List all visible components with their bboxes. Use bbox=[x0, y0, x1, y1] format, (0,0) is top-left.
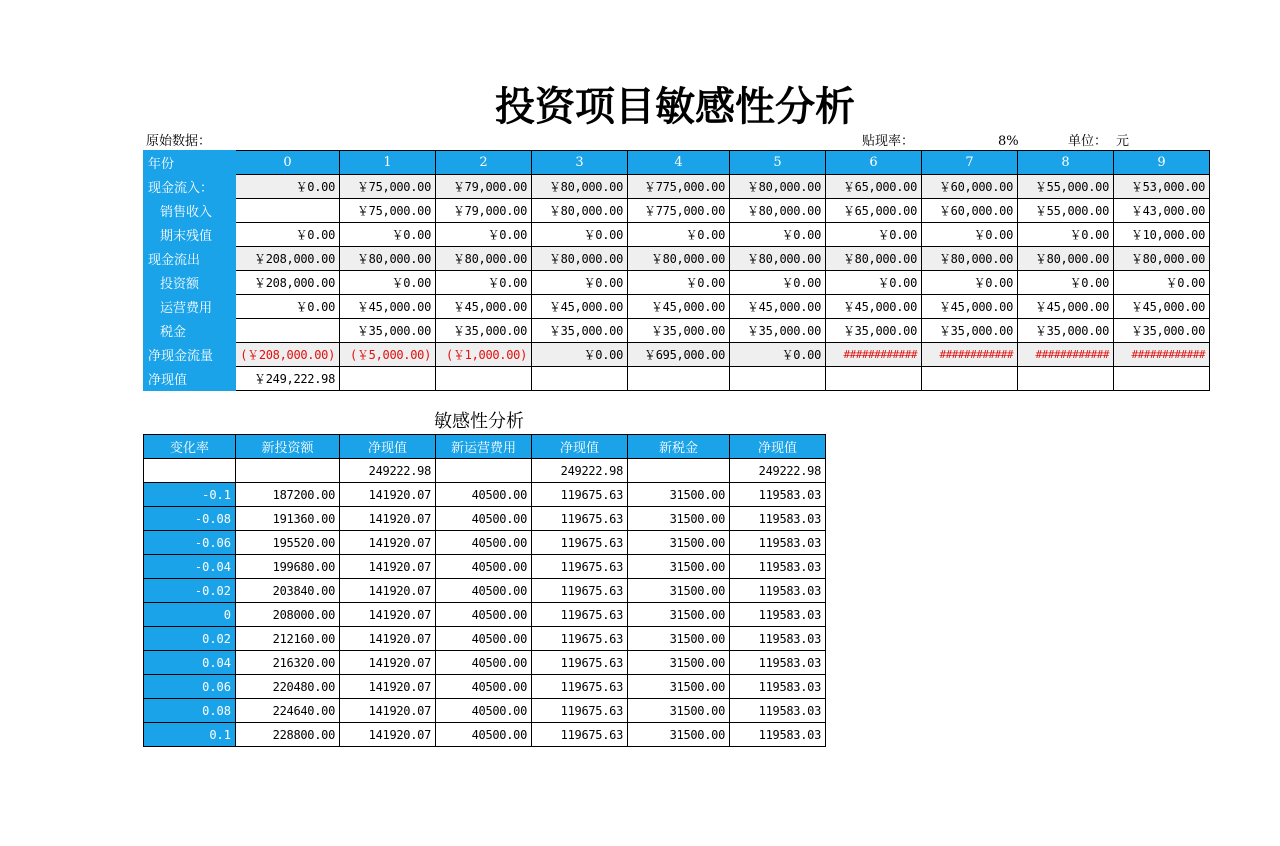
value-cell[interactable]: ￥10,000.00 bbox=[1114, 223, 1210, 247]
value-cell[interactable]: 119583.03 bbox=[730, 651, 826, 675]
value-cell[interactable]: 31500.00 bbox=[628, 555, 730, 579]
change-rate-cell[interactable]: -0.04 bbox=[144, 555, 236, 579]
value-cell[interactable]: 40500.00 bbox=[436, 675, 532, 699]
value-cell[interactable]: ￥208,000.00 bbox=[236, 271, 340, 295]
table-row bbox=[144, 223, 1210, 247]
value-cell[interactable]: 208000.00 bbox=[236, 603, 340, 627]
value-cell[interactable]: ￥79,000.00 bbox=[436, 199, 532, 223]
change-rate-cell[interactable]: 0.06 bbox=[144, 675, 236, 699]
value-cell[interactable] bbox=[826, 367, 922, 391]
table-row bbox=[144, 699, 826, 723]
value-cell[interactable]: ￥80,000.00 bbox=[1018, 247, 1114, 271]
year-cell: 1 bbox=[340, 151, 436, 175]
value-cell[interactable]: 141920.07 bbox=[340, 627, 436, 651]
change-rate-cell[interactable]: 0.08 bbox=[144, 699, 236, 723]
value-cell[interactable]: ￥75,000.00 bbox=[340, 199, 436, 223]
value-cell[interactable]: 119675.63 bbox=[532, 627, 628, 651]
value-cell[interactable]: ￥45,000.00 bbox=[340, 295, 436, 319]
value-cell[interactable] bbox=[236, 199, 340, 223]
value-cell[interactable]: 119675.63 bbox=[532, 651, 628, 675]
row-label: 运营费用 bbox=[144, 295, 236, 319]
year-cell: 9 bbox=[1114, 151, 1210, 175]
table-row bbox=[144, 555, 826, 579]
value-cell[interactable]: ￥80,000.00 bbox=[730, 199, 826, 223]
table-row bbox=[144, 531, 826, 555]
value-cell[interactable]: ￥60,000.00 bbox=[922, 199, 1018, 223]
year-header-row bbox=[144, 151, 1210, 175]
value-cell[interactable]: 249222.98 bbox=[730, 459, 826, 483]
value-cell[interactable]: ￥0.00 bbox=[1018, 223, 1114, 247]
value-cell[interactable]: 141920.07 bbox=[340, 531, 436, 555]
value-cell[interactable]: ￥80,000.00 bbox=[532, 175, 628, 199]
sensitivity-table bbox=[143, 434, 826, 747]
value-cell[interactable]: 119583.03 bbox=[730, 531, 826, 555]
value-cell[interactable]: ￥35,000.00 bbox=[1114, 319, 1210, 343]
row-label: 现金流入： bbox=[144, 175, 236, 199]
value-cell[interactable]: 203840.00 bbox=[236, 579, 340, 603]
table-row bbox=[144, 507, 826, 531]
year-cell: 8 bbox=[1018, 151, 1114, 175]
value-cell[interactable]: 40500.00 bbox=[436, 531, 532, 555]
value-cell[interactable]: 141920.07 bbox=[340, 555, 436, 579]
value-cell[interactable]: ￥695,000.00 bbox=[628, 343, 730, 367]
value-cell[interactable]: 249222.98 bbox=[340, 459, 436, 483]
value-cell[interactable]: ￥0.00 bbox=[532, 343, 628, 367]
value-cell[interactable]: 119583.03 bbox=[730, 675, 826, 699]
value-cell[interactable] bbox=[628, 367, 730, 391]
value-cell[interactable] bbox=[628, 459, 730, 483]
value-cell[interactable]: 119583.03 bbox=[730, 579, 826, 603]
table-row bbox=[144, 579, 826, 603]
value-cell[interactable]: 195520.00 bbox=[236, 531, 340, 555]
value-cell[interactable]: 141920.07 bbox=[340, 699, 436, 723]
value-cell[interactable]: 119583.03 bbox=[730, 699, 826, 723]
value-cell[interactable]: 141920.07 bbox=[340, 507, 436, 531]
value-cell[interactable] bbox=[922, 367, 1018, 391]
value-cell[interactable]: 119675.63 bbox=[532, 507, 628, 531]
value-cell[interactable]: 40500.00 bbox=[436, 555, 532, 579]
sensitivity-header-row bbox=[144, 435, 826, 459]
value-cell[interactable]: ￥208,000.00 bbox=[236, 247, 340, 271]
column-header: 净现值 bbox=[730, 435, 826, 459]
table-row bbox=[144, 675, 826, 699]
value-cell[interactable] bbox=[436, 459, 532, 483]
change-rate-cell[interactable]: -0.08 bbox=[144, 507, 236, 531]
table-row bbox=[144, 247, 1210, 271]
column-header: 新税金 bbox=[628, 435, 730, 459]
value-cell[interactable]: 40500.00 bbox=[436, 723, 532, 747]
unit-value: 元 bbox=[1116, 134, 1130, 149]
year-cell: 4 bbox=[628, 151, 730, 175]
value-cell[interactable]: 119583.03 bbox=[730, 483, 826, 507]
year-cell: 3 bbox=[532, 151, 628, 175]
value-cell[interactable]: 119675.63 bbox=[532, 555, 628, 579]
column-header: 新运营费用 bbox=[436, 435, 532, 459]
value-cell[interactable]: 199680.00 bbox=[236, 555, 340, 579]
value-cell[interactable]: 119675.63 bbox=[532, 699, 628, 723]
value-cell[interactable]: 119675.63 bbox=[532, 483, 628, 507]
value-cell[interactable]: ￥249,222.98 bbox=[236, 367, 340, 391]
value-cell[interactable]: ############ bbox=[922, 343, 1018, 367]
value-cell[interactable]: (￥1,000.00) bbox=[436, 343, 532, 367]
value-cell[interactable]: ￥0.00 bbox=[236, 223, 340, 247]
value-cell[interactable]: 40500.00 bbox=[436, 483, 532, 507]
value-cell[interactable]: ############ bbox=[1114, 343, 1210, 367]
value-cell[interactable]: 220480.00 bbox=[236, 675, 340, 699]
table-row bbox=[144, 319, 1210, 343]
table-row bbox=[144, 343, 1210, 367]
value-cell[interactable]: ￥35,000.00 bbox=[436, 319, 532, 343]
value-cell[interactable]: 228800.00 bbox=[236, 723, 340, 747]
value-cell[interactable]: ￥55,000.00 bbox=[1018, 199, 1114, 223]
value-cell[interactable]: ############ bbox=[1018, 343, 1114, 367]
value-cell[interactable]: ￥0.00 bbox=[340, 271, 436, 295]
base-npv-row bbox=[144, 459, 826, 483]
value-cell[interactable]: ￥0.00 bbox=[922, 271, 1018, 295]
table-row bbox=[144, 199, 1210, 223]
value-cell[interactable]: 141920.07 bbox=[340, 723, 436, 747]
value-cell[interactable] bbox=[340, 367, 436, 391]
year-cell: 5 bbox=[730, 151, 826, 175]
value-cell[interactable]: ￥35,000.00 bbox=[628, 319, 730, 343]
value-cell[interactable]: ￥0.00 bbox=[826, 223, 922, 247]
column-header: 新投资额 bbox=[236, 435, 340, 459]
value-cell[interactable]: ￥45,000.00 bbox=[532, 295, 628, 319]
value-cell[interactable]: ￥0.00 bbox=[436, 271, 532, 295]
change-rate-cell[interactable]: -0.02 bbox=[144, 579, 236, 603]
value-cell[interactable] bbox=[144, 459, 236, 483]
value-cell[interactable]: ￥80,000.00 bbox=[628, 247, 730, 271]
value-cell[interactable] bbox=[1018, 367, 1114, 391]
value-cell[interactable]: 31500.00 bbox=[628, 651, 730, 675]
change-rate-cell[interactable]: 0.02 bbox=[144, 627, 236, 651]
row-label: 期末残值 bbox=[144, 223, 236, 247]
year-cell: 6 bbox=[826, 151, 922, 175]
row-label: 投资额 bbox=[144, 271, 236, 295]
value-cell[interactable]: 191360.00 bbox=[236, 507, 340, 531]
value-cell[interactable]: ￥53,000.00 bbox=[1114, 175, 1210, 199]
table-row bbox=[144, 367, 1210, 391]
value-cell[interactable]: ￥0.00 bbox=[730, 223, 826, 247]
value-cell[interactable]: 119583.03 bbox=[730, 627, 826, 651]
value-cell[interactable]: 119583.03 bbox=[730, 507, 826, 531]
value-cell[interactable]: ￥60,000.00 bbox=[922, 175, 1018, 199]
value-cell[interactable]: ￥45,000.00 bbox=[436, 295, 532, 319]
value-cell[interactable]: 119675.63 bbox=[532, 723, 628, 747]
value-cell[interactable]: 31500.00 bbox=[628, 723, 730, 747]
row-label: 净现金流量 bbox=[144, 343, 236, 367]
value-cell[interactable]: 119583.03 bbox=[730, 603, 826, 627]
value-cell[interactable]: 141920.07 bbox=[340, 579, 436, 603]
value-cell[interactable] bbox=[436, 367, 532, 391]
value-cell[interactable]: 31500.00 bbox=[628, 675, 730, 699]
value-cell[interactable]: ￥0.00 bbox=[236, 175, 340, 199]
value-cell[interactable] bbox=[532, 367, 628, 391]
value-cell[interactable]: ￥0.00 bbox=[532, 223, 628, 247]
value-cell[interactable]: ￥80,000.00 bbox=[436, 247, 532, 271]
value-cell[interactable]: 141920.07 bbox=[340, 651, 436, 675]
value-cell[interactable]: ￥0.00 bbox=[340, 223, 436, 247]
change-rate-cell[interactable]: -0.1 bbox=[144, 483, 236, 507]
value-cell[interactable]: ￥45,000.00 bbox=[1114, 295, 1210, 319]
value-cell[interactable]: ############ bbox=[826, 343, 922, 367]
year-cell: 7 bbox=[922, 151, 1018, 175]
value-cell[interactable]: ￥35,000.00 bbox=[532, 319, 628, 343]
value-cell[interactable]: ￥80,000.00 bbox=[1114, 247, 1210, 271]
value-cell[interactable]: ￥0.00 bbox=[730, 271, 826, 295]
value-cell[interactable]: ￥35,000.00 bbox=[922, 319, 1018, 343]
value-cell[interactable]: 31500.00 bbox=[628, 531, 730, 555]
cash-flow-table bbox=[143, 150, 1210, 391]
value-cell[interactable]: ￥80,000.00 bbox=[340, 247, 436, 271]
value-cell[interactable]: 40500.00 bbox=[436, 699, 532, 723]
value-cell[interactable]: ￥775,000.00 bbox=[628, 199, 730, 223]
change-rate-cell[interactable]: 0 bbox=[144, 603, 236, 627]
table-row bbox=[144, 295, 1210, 319]
table-row bbox=[144, 723, 826, 747]
value-cell[interactable]: 119675.63 bbox=[532, 675, 628, 699]
table-row bbox=[144, 651, 826, 675]
value-cell[interactable] bbox=[236, 319, 340, 343]
column-header: 净现值 bbox=[340, 435, 436, 459]
value-cell[interactable]: 40500.00 bbox=[436, 651, 532, 675]
discount-rate-value: 8% bbox=[998, 134, 1019, 149]
value-cell[interactable]: ￥35,000.00 bbox=[340, 319, 436, 343]
value-cell[interactable]: 141920.07 bbox=[340, 483, 436, 507]
value-cell[interactable]: 119675.63 bbox=[532, 579, 628, 603]
value-cell[interactable]: 141920.07 bbox=[340, 675, 436, 699]
value-cell[interactable]: ￥0.00 bbox=[922, 223, 1018, 247]
value-cell[interactable]: ￥79,000.00 bbox=[436, 175, 532, 199]
value-cell[interactable]: 40500.00 bbox=[436, 627, 532, 651]
raw-data-label: 原始数据： bbox=[146, 134, 212, 149]
value-cell[interactable]: ￥80,000.00 bbox=[730, 247, 826, 271]
value-cell[interactable]: 31500.00 bbox=[628, 627, 730, 651]
year-label: 年份 bbox=[144, 151, 236, 175]
value-cell[interactable]: 212160.00 bbox=[236, 627, 340, 651]
value-cell[interactable]: ￥0.00 bbox=[436, 223, 532, 247]
value-cell[interactable]: 40500.00 bbox=[436, 603, 532, 627]
value-cell[interactable]: 31500.00 bbox=[628, 699, 730, 723]
value-cell[interactable] bbox=[236, 459, 340, 483]
value-cell[interactable]: ￥0.00 bbox=[532, 271, 628, 295]
value-cell[interactable]: ￥0.00 bbox=[730, 343, 826, 367]
row-label: 销售收入 bbox=[144, 199, 236, 223]
value-cell[interactable]: ￥45,000.00 bbox=[1018, 295, 1114, 319]
value-cell[interactable]: ￥80,000.00 bbox=[826, 247, 922, 271]
value-cell[interactable]: ￥45,000.00 bbox=[730, 295, 826, 319]
page-title: 投资项目敏感性分析 bbox=[495, 83, 855, 130]
value-cell[interactable]: ￥75,000.00 bbox=[340, 175, 436, 199]
value-cell[interactable]: 31500.00 bbox=[628, 603, 730, 627]
value-cell[interactable]: ￥45,000.00 bbox=[826, 295, 922, 319]
value-cell[interactable]: ￥775,000.00 bbox=[628, 175, 730, 199]
value-cell[interactable] bbox=[1114, 367, 1210, 391]
row-label: 税金 bbox=[144, 319, 236, 343]
value-cell[interactable]: (￥208,000.00) bbox=[236, 343, 340, 367]
column-header: 净现值 bbox=[532, 435, 628, 459]
sensitivity-title: 敏感性分析 bbox=[434, 411, 524, 432]
value-cell[interactable]: 119583.03 bbox=[730, 555, 826, 579]
value-cell[interactable]: ￥55,000.00 bbox=[1018, 175, 1114, 199]
table-row bbox=[144, 175, 1210, 199]
value-cell[interactable]: 119675.63 bbox=[532, 531, 628, 555]
value-cell[interactable]: 187200.00 bbox=[236, 483, 340, 507]
discount-rate-label: 贴现率： bbox=[862, 134, 915, 149]
change-rate-cell[interactable]: 0.04 bbox=[144, 651, 236, 675]
value-cell[interactable]: ￥35,000.00 bbox=[1018, 319, 1114, 343]
change-rate-cell[interactable]: -0.06 bbox=[144, 531, 236, 555]
value-cell[interactable]: 216320.00 bbox=[236, 651, 340, 675]
value-cell[interactable]: ￥0.00 bbox=[236, 295, 340, 319]
value-cell[interactable] bbox=[730, 367, 826, 391]
value-cell[interactable]: ￥45,000.00 bbox=[922, 295, 1018, 319]
value-cell[interactable]: ￥80,000.00 bbox=[922, 247, 1018, 271]
value-cell[interactable]: ￥80,000.00 bbox=[532, 199, 628, 223]
value-cell[interactable]: ￥80,000.00 bbox=[730, 175, 826, 199]
value-cell[interactable]: 119583.03 bbox=[730, 723, 826, 747]
row-label: 净现值 bbox=[144, 367, 236, 391]
value-cell[interactable]: 31500.00 bbox=[628, 507, 730, 531]
unit-label: 单位： bbox=[1068, 134, 1108, 149]
row-label: 现金流出 bbox=[144, 247, 236, 271]
change-rate-cell[interactable]: 0.1 bbox=[144, 723, 236, 747]
table-row bbox=[144, 483, 826, 507]
value-cell[interactable]: ￥0.00 bbox=[628, 271, 730, 295]
value-cell[interactable]: 119675.63 bbox=[532, 603, 628, 627]
value-cell[interactable]: 40500.00 bbox=[436, 579, 532, 603]
value-cell[interactable]: ￥65,000.00 bbox=[826, 199, 922, 223]
value-cell[interactable]: ￥65,000.00 bbox=[826, 175, 922, 199]
year-cell: 2 bbox=[436, 151, 532, 175]
value-cell[interactable]: 40500.00 bbox=[436, 507, 532, 531]
value-cell[interactable]: ￥0.00 bbox=[1018, 271, 1114, 295]
value-cell[interactable]: ￥0.00 bbox=[826, 271, 922, 295]
table-row bbox=[144, 627, 826, 651]
value-cell[interactable]: (￥5,000.00) bbox=[340, 343, 436, 367]
value-cell[interactable]: 31500.00 bbox=[628, 483, 730, 507]
value-cell[interactable]: ￥35,000.00 bbox=[730, 319, 826, 343]
table-row bbox=[144, 271, 1210, 295]
value-cell[interactable]: ￥0.00 bbox=[1114, 271, 1210, 295]
value-cell[interactable]: 31500.00 bbox=[628, 579, 730, 603]
value-cell[interactable]: ￥35,000.00 bbox=[826, 319, 922, 343]
value-cell[interactable]: 224640.00 bbox=[236, 699, 340, 723]
column-header: 变化率 bbox=[144, 435, 236, 459]
value-cell[interactable]: ￥0.00 bbox=[628, 223, 730, 247]
value-cell[interactable]: ￥43,000.00 bbox=[1114, 199, 1210, 223]
value-cell[interactable]: 249222.98 bbox=[532, 459, 628, 483]
value-cell[interactable]: ￥80,000.00 bbox=[532, 247, 628, 271]
table-row bbox=[144, 603, 826, 627]
value-cell[interactable]: ￥45,000.00 bbox=[628, 295, 730, 319]
value-cell[interactable]: 141920.07 bbox=[340, 603, 436, 627]
year-cell: 0 bbox=[236, 151, 340, 175]
